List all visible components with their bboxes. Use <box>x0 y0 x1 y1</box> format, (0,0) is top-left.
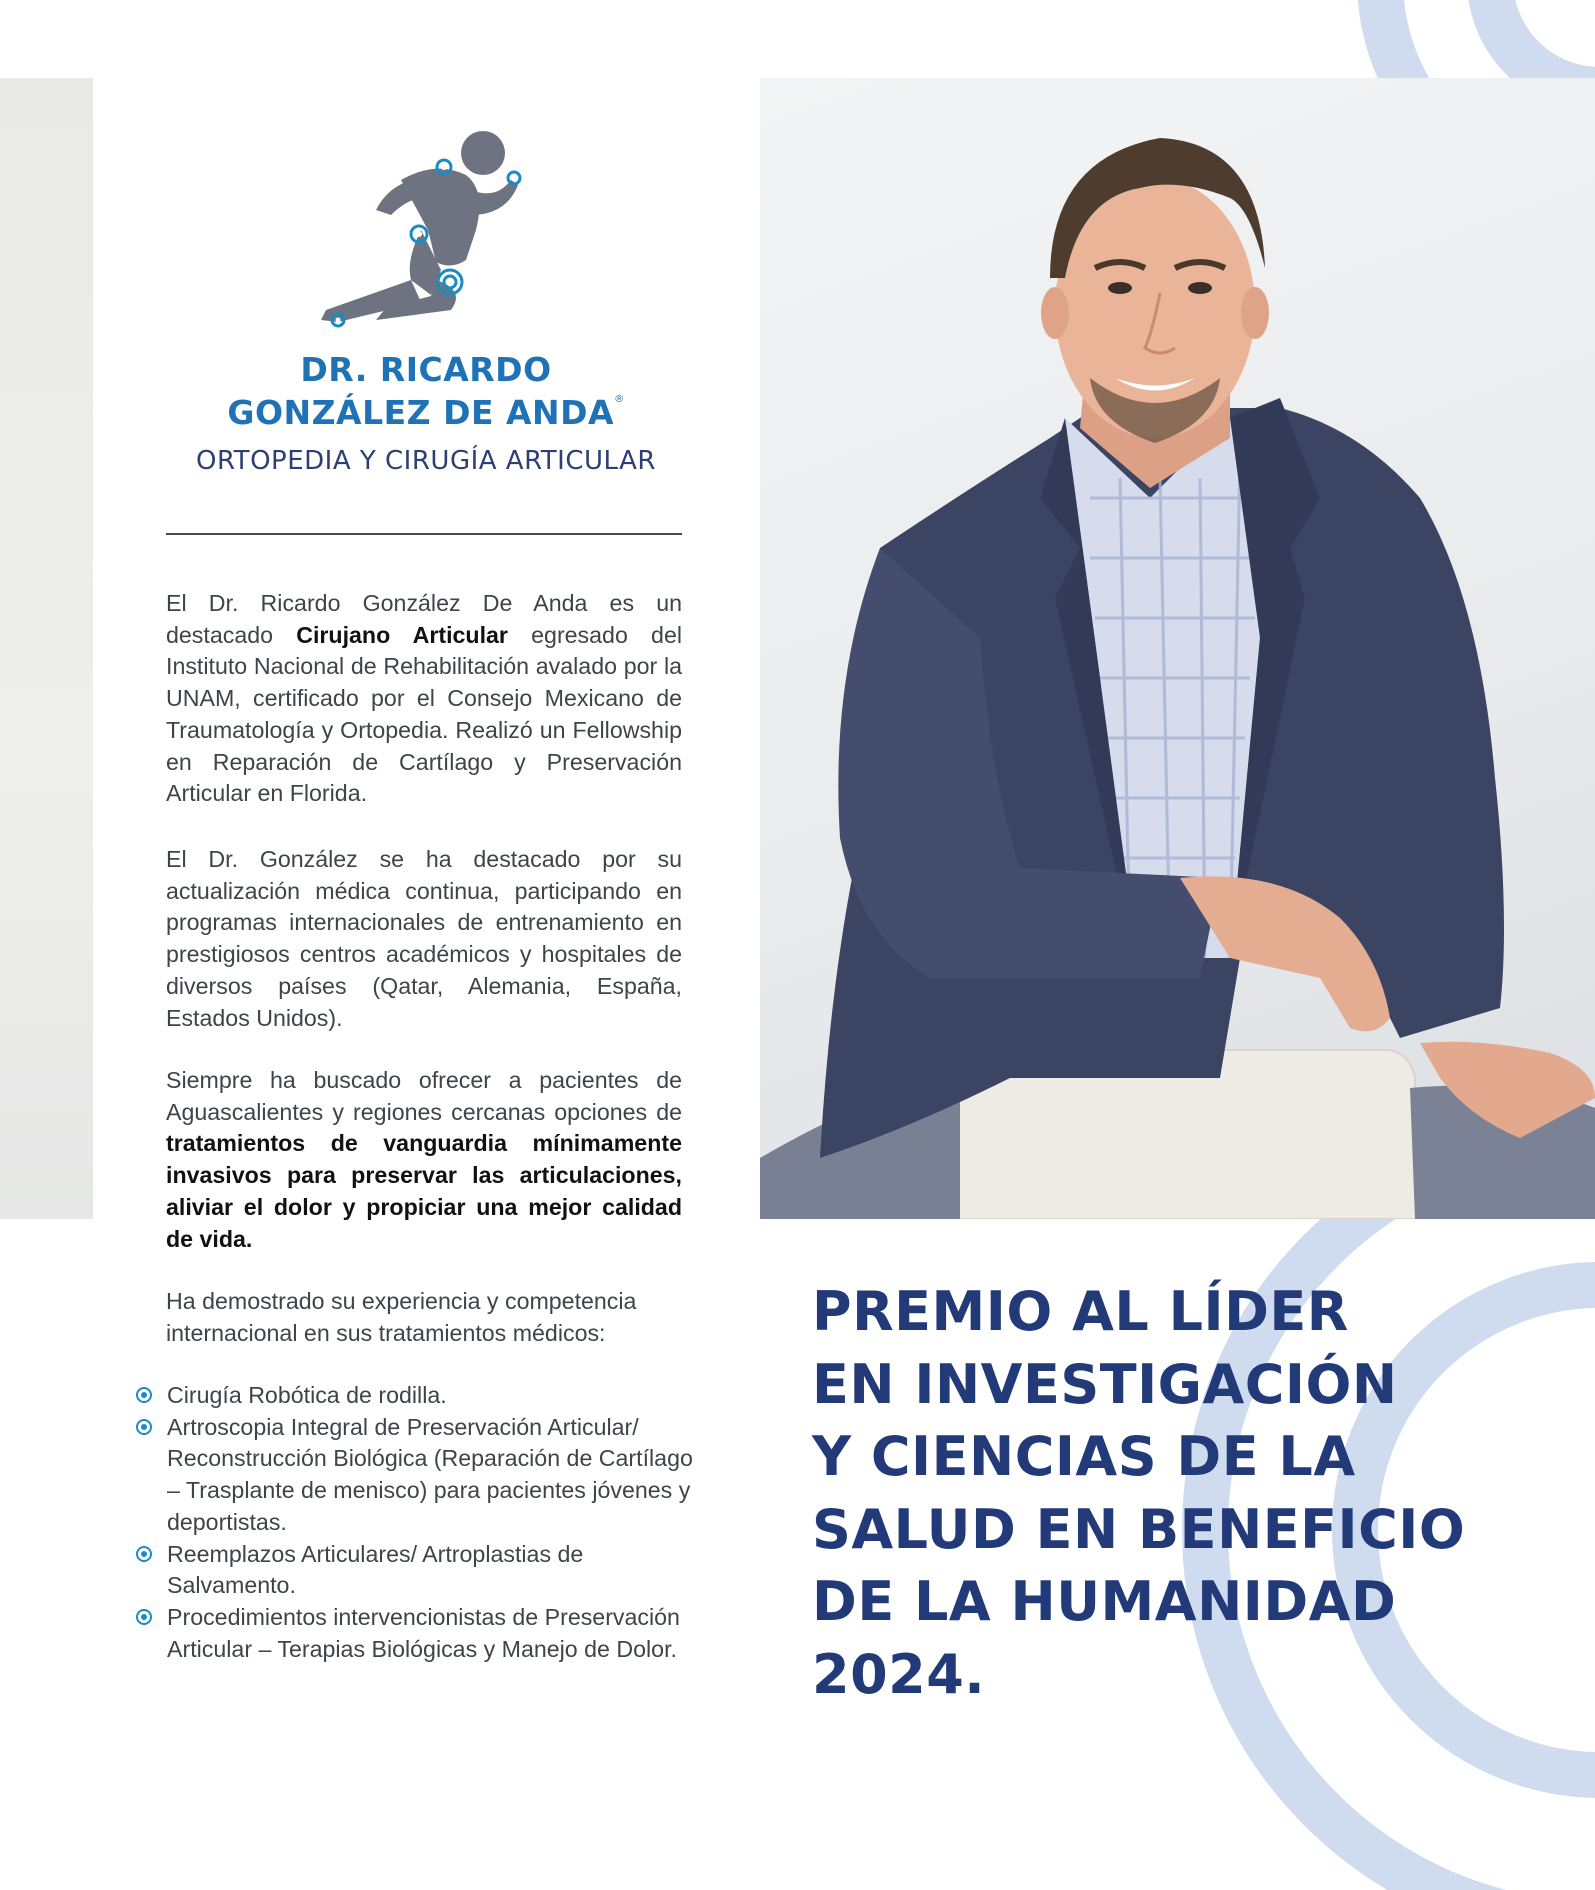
treatment-text: Procedimientos intervencionistas de Preservación Articular – Terapias Biológicas y Manejo de Dolor. <box>167 1603 680 1662</box>
doctor-portrait-illustration <box>760 78 1595 1219</box>
bullet-ring-icon <box>136 1387 152 1403</box>
brand-name-text: GONZÁLEZ DE ANDA <box>227 393 615 432</box>
bio-paragraph-2: El Dr. González se ha destacado por su actualización médica continua, participando en programas internacionales de entrenamiento en prestigiosos centros académicos y hospitales de diversos países (Qatar, Alemania, España, Estados Unidos). <box>166 846 682 1031</box>
treatment-text: Artroscopia Integral de Preservación Articular/ Reconstrucción Biológica (Reparación de Cartílago – Trasplante de menisco) para pacientes jóvenes y deportistas. <box>167 1413 693 1535</box>
list-item <box>135 1602 695 1665</box>
bio-paragraph-3 <box>166 1065 682 1255</box>
list-item <box>135 1380 695 1412</box>
treatment-text: Cirugía Robótica de rodilla. <box>167 1382 447 1408</box>
treatment-text: Reemplazos Articulares/ Artroplastias de Salvamento. <box>167 1540 584 1599</box>
bullet-ring-icon <box>136 1546 152 1562</box>
bio-paragraph-4: Ha demostrado su experiencia y competencia internacional en sus tratamientos médicos: <box>166 1288 637 1346</box>
award-line-4: SALUD EN BENEFICIO <box>812 1497 1466 1561</box>
treatments-list <box>135 1380 695 1665</box>
award-line-1: PREMIO AL LÍDER <box>812 1280 1349 1343</box>
bio-p1-text-a: El Dr. Ricardo González De Anda es un destacado <box>166 590 682 648</box>
bio-p3-text-a: Siempre ha buscado ofrecer a pacientes de Aguascalientes y regiones cercanas opciones de <box>166 1067 682 1125</box>
award-line-3: Y CIENCIAS DE LA <box>812 1425 1356 1488</box>
brand-name-line-1: DR. RICARDO <box>300 350 552 389</box>
bio-p1-bold: Cirujano Articular <box>296 621 508 648</box>
doctor-portrait-photo <box>760 78 1595 1219</box>
bullet-ring-icon <box>136 1419 152 1435</box>
top-ring-inner <box>1490 0 1595 90</box>
award-line-5: DE LA HUMANIDAD <box>812 1570 1397 1633</box>
brand-tagline: ORTOPEDIA Y CIRUGÍA ARTICULAR <box>196 446 656 476</box>
list-item <box>135 1539 695 1602</box>
running-figure-joints-icon <box>166 120 686 350</box>
left-photo-strip <box>0 78 93 1219</box>
bio-paragraph-1 <box>166 588 682 810</box>
divider-line <box>166 533 682 535</box>
list-item <box>135 1412 695 1539</box>
award-headline <box>812 1276 1572 1711</box>
bio-p3-bold: tratamientos de vanguardia mínimamente invasivos para preservar las articulaciones, aliviar el dolor y propiciar una mejor calidad de vida. <box>166 1130 682 1252</box>
brand-name-line-2 <box>166 393 686 432</box>
award-line-6: 2024. <box>812 1642 986 1706</box>
award-line-2: EN INVESTIGACIÓN <box>812 1352 1398 1416</box>
bio-p1-text-b: egresado del Instituto Nacional de Rehabilitación avalado por la UNAM, certificado por el Consejo Mexicano de Traumatología y Ortopedia. Realizó un Fellowship en Reparación de Cartílago y Preservación Articular en Florida. <box>166 621 682 807</box>
bullet-ring-icon <box>136 1609 152 1625</box>
registered-mark: ® <box>614 394 625 405</box>
brand-logo <box>166 120 686 354</box>
